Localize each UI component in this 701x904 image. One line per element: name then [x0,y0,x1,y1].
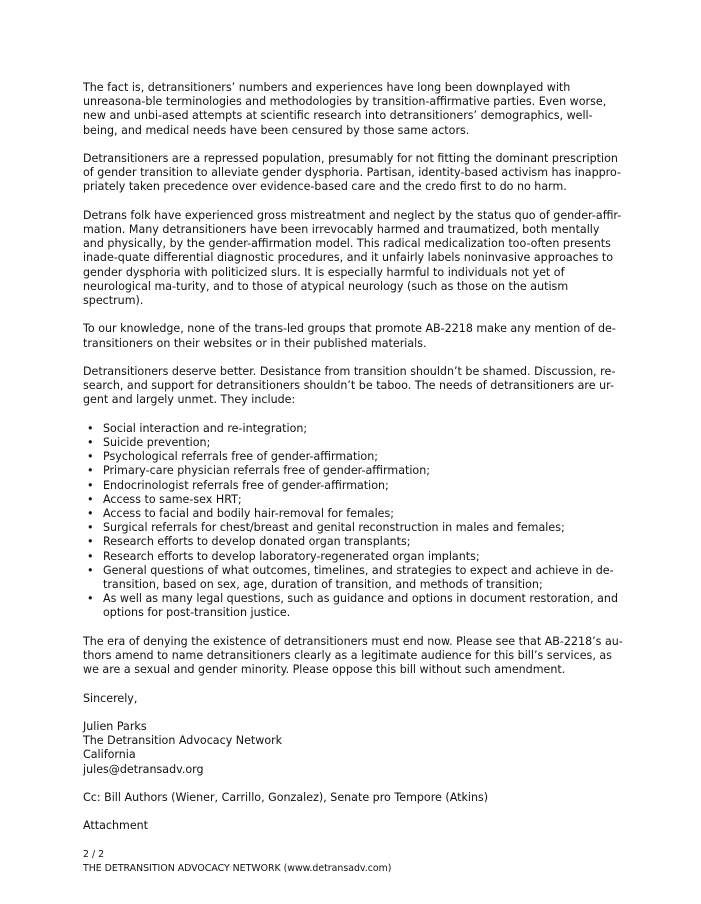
paragraph-knowledge: To our knowledge, none of the trans-led groups that promote AB-2218 make any mention of de-transitioners on their websites or in their published materials. [83,322,616,350]
list-item [87,436,623,450]
list-item [87,549,623,564]
paragraph-deserve-better: Detransitioners deserve better. Desistance from transition shouldn’t be shamed. Discussion, re-search, and support for detransitioners shouldn’t be taboo. The needs of detransitioners are ur-gent and largely unmet. They include: [83,365,616,407]
signature-block [83,720,623,777]
signature-email: jules@detransadv.org [83,762,204,776]
signature-name: Julien Parks [83,720,147,734]
footer-organization: THE DETRANSITION ADVOCACY NETWORK (www.detransadv.com) [83,862,392,874]
cc-line: Cc: Bill Authors (Wiener, Carrillo, Gonzalez), Senate pro Tempore (Atkins) [83,791,489,805]
bullet-icon: • [87,436,94,449]
signature-location: California [83,748,136,762]
list-item [87,563,623,592]
paragraph-closing: The era of denying the existence of detransitioners must end now. Please see that AB-2218’s au-thors amend to name detransitioners clearly as a legitimate audience for this bill’s services, as we are a sexual and gender minority. Please oppose this bill without such amendment. [83,634,623,677]
bullet-icon: • [87,492,94,506]
list-item-text: Access to same-sex HRT; [103,492,242,506]
list-item [87,521,623,535]
bullet-icon: • [87,450,94,464]
list-item-text: General questions of what outcomes, timelines, and strategies to expect and achieve in de-transition, based on sex, age, duration of transition, and methods of transition; [103,563,614,592]
list-item [87,592,623,620]
list-item-text: As well as many legal questions, such as guidance and options in document restoration, and options for post-transition justice. [103,592,618,620]
bullet-icon: • [87,563,94,577]
paragraph-downplayed: The fact is, detransitioners’ numbers and experiences have long been downplayed with unreasona-ble terminologies and methodologies by transition-affirmative parties. Even worse, new and unbi-ased attempts at scientific research into detransitioners’ demographics, well-being, and medical needs have been censured by those same actors. [83,81,607,137]
list-item [87,421,623,436]
list-item [87,478,623,493]
list-item [87,492,623,507]
list-item-text: Surgical referrals for chest/breast and genital reconstruction in males and females; [103,521,565,535]
salutation: Sincerely, [83,691,138,705]
bullet-icon: • [87,421,94,435]
page-number: 2 / 2 [83,849,105,860]
list-item [87,507,623,521]
list-item-text: Research efforts to develop donated organ transplants; [103,535,411,549]
list-item-text: Research efforts to develop laboratory-regenerated organ implants; [103,549,480,563]
bullet-icon: • [87,507,94,521]
list-item-text: Access to facial and bodily hair-removal for females; [103,507,394,521]
needs-list [83,422,623,621]
list-item [87,450,623,464]
list-item-text: Primary-care physician referrals free of gender-affirmation; [103,464,430,478]
letter-body [83,81,623,848]
signature-organization: The Detransition Advocacy Network [83,734,283,748]
page-footer [83,848,391,875]
list-item-text: Social interaction and re-integration; [103,421,308,435]
list-item [87,464,623,478]
list-item-text: Psychological referrals free of gender-affirmation; [103,450,378,464]
list-item-text: Endocrinologist referrals free of gender-affirmation; [103,478,389,492]
list-item [87,535,623,549]
paragraph-mistreatment: Detrans folk have experienced gross mistreatment and neglect by the status quo of gender-affir-mation. Many detransitioners have been irrevocably harmed and traumatized, both mentally and physically, by the gender-affirmation model. This radical medicalization too-often presents inade-quate differential diagnostic procedures, and it unfairly labels noninvasive approaches to gender dysphoria with politicized slurs. It is especially harmful to individuals not yet of neurological ma-turity, and to those of atypical neurology (such as those on the autism spectrum). [83,208,622,308]
paragraph-repressed: Detransitioners are a repressed population, presumably for not fitting the dominant prescription of gender transition to alleviate gender dysphoria. Partisan, identity-based activism has inappro-priately taken precedence over evidence-based care and the credo first to do no harm. [83,152,621,194]
bullet-icon: • [87,478,94,492]
bullet-icon: • [87,464,94,478]
attachment-note: Attachment [83,819,149,833]
list-item-text: Suicide prevention; [103,436,211,449]
bullet-icon: • [87,535,94,549]
bullet-icon: • [87,549,94,563]
bullet-icon: • [87,521,94,535]
bullet-icon: • [87,592,94,606]
